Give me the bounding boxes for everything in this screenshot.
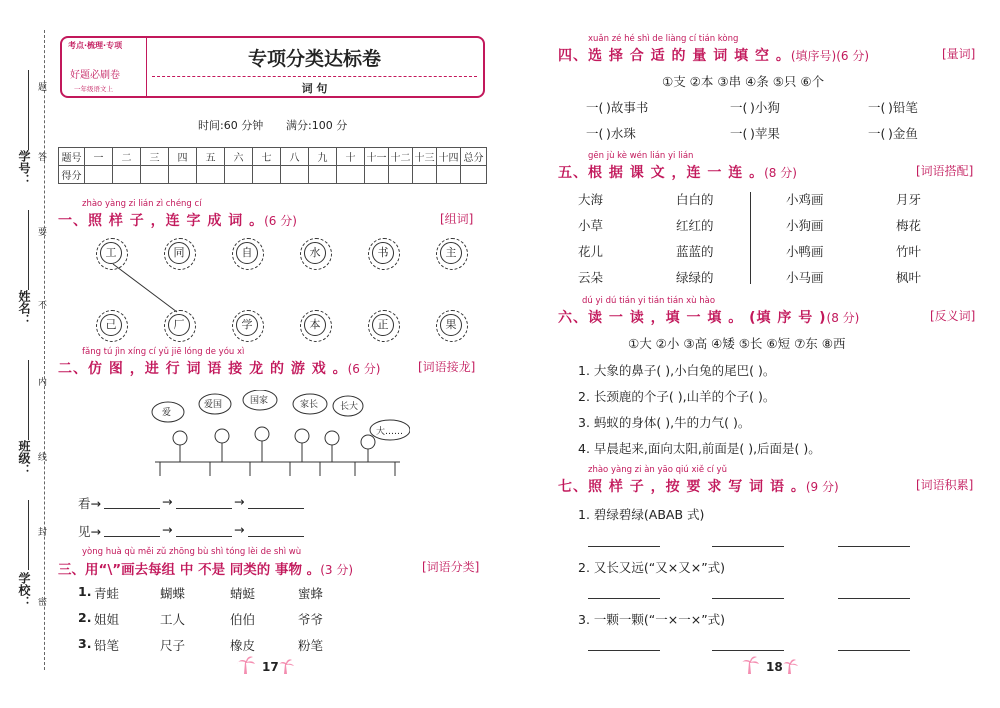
- s5-word[interactable]: 小鸭画: [786, 244, 824, 259]
- exam-time: 时间:60 分钟: [198, 119, 264, 132]
- score-cell[interactable]: [309, 166, 337, 184]
- name-line: [28, 210, 29, 290]
- student-no-line: [28, 70, 29, 150]
- label-class: 班级：: [17, 440, 31, 476]
- s5-word[interactable]: 小草: [578, 218, 604, 233]
- answer-line[interactable]: [588, 546, 660, 547]
- char-tile-top: 自: [236, 242, 258, 264]
- s7-item: 1. 碧绿碧绿(ABAB 式): [578, 507, 705, 522]
- char-tile-bottom: 己: [100, 314, 122, 336]
- s5-word[interactable]: 梅花: [896, 218, 922, 233]
- answer-line[interactable]: [838, 650, 910, 651]
- score-cell[interactable]: [461, 166, 487, 184]
- s3-word[interactable]: 伯伯: [230, 612, 256, 627]
- header-box: [60, 36, 485, 98]
- chain-blank[interactable]: [248, 536, 304, 537]
- bubble-word: 家长: [300, 400, 319, 410]
- seal-char: 要: [38, 228, 48, 238]
- score-header-cell: 七: [253, 148, 281, 166]
- s3-word[interactable]: 青蛙: [94, 586, 120, 601]
- score-header-cell: 四: [169, 148, 197, 166]
- class-line: [28, 360, 29, 440]
- s5-pinyin: gēn jù kè wén lián yi lián: [588, 151, 694, 161]
- seal-char: 答: [38, 153, 48, 163]
- s3-word[interactable]: 橡皮: [230, 638, 256, 653]
- s4-prefix: 一(: [586, 126, 604, 141]
- s5-word[interactable]: 蓝蓝的: [676, 244, 714, 259]
- chain-arrow: →: [234, 522, 245, 537]
- s4-blank[interactable]: )金鱼: [888, 126, 918, 141]
- seal-char: 内: [38, 378, 48, 388]
- bubble-word: 大……: [376, 427, 404, 437]
- score-cell[interactable]: [85, 166, 113, 184]
- label-name: 姓名：: [17, 290, 31, 326]
- s4-title: 四、选 择 合 适 的 量 词 填 空 。(填序号)(6 分): [558, 48, 870, 64]
- page-number-left: 17: [262, 660, 279, 674]
- seal-char: 题: [38, 83, 48, 93]
- s5-word[interactable]: 云朵: [578, 270, 604, 285]
- s2-title: 二、仿 图 ，进 行 词 语 接 龙 的 游 戏 。(6 分): [58, 361, 381, 377]
- char-tile-top: 主: [440, 242, 462, 264]
- s6-tag: [反义词]: [930, 309, 976, 323]
- s3-word[interactable]: 蜻蜓: [230, 586, 256, 601]
- s3-word[interactable]: 铅笔: [94, 638, 120, 653]
- s3-title: 三、用“\”画去每组 中 不是 同类的 事物 。(3 分): [58, 562, 354, 578]
- answer-line[interactable]: [712, 546, 784, 547]
- score-cell[interactable]: [413, 166, 437, 184]
- answer-line[interactable]: [712, 650, 784, 651]
- s4-options: ①支 ②本 ③串 ④条 ⑤只 ⑥个: [662, 74, 825, 89]
- s3-row-num: 1.: [78, 584, 92, 599]
- char-tile-bottom: 学: [236, 314, 258, 336]
- s4-blank[interactable]: )故事书: [606, 100, 649, 115]
- score-cell[interactable]: [253, 166, 281, 184]
- s5-word[interactable]: 花儿: [578, 244, 604, 259]
- header-tagline: 考点·梳理·专项: [68, 41, 123, 50]
- score-cell[interactable]: [225, 166, 253, 184]
- seal-char: 封: [38, 528, 48, 538]
- char-tile-top: 水: [304, 242, 326, 264]
- s1-title: 一、照 样 子 ，连 字 成 词 。(6 分): [58, 213, 297, 229]
- s5-divider: [750, 192, 751, 284]
- s4-blank[interactable]: )小狗: [750, 100, 780, 115]
- s7-pinyin: zhào yàng zi àn yāo qiú xiě cí yǔ: [588, 465, 727, 475]
- score-header-cell: 十: [337, 148, 365, 166]
- school-line: [28, 500, 29, 570]
- page-subtitle: 词 句: [301, 82, 328, 95]
- s3-row-num: 2.: [78, 610, 92, 625]
- s5-title: 五、根 据 课 文 ，连 一 连 。(8 分): [558, 165, 797, 181]
- s2-pinyin: fǎng tú jìn xíng cí yǔ jiē lóng de yóu xì: [82, 347, 245, 357]
- s7-item: 2. 又长又远(“又×又×”式): [578, 560, 726, 575]
- char-tile-bottom: 本: [304, 314, 326, 336]
- s5-word[interactable]: 大海: [578, 192, 604, 207]
- score-cell[interactable]: [197, 166, 225, 184]
- s5-tag: [词语搭配]: [916, 164, 974, 178]
- score-header-cell: 一: [85, 148, 113, 166]
- score-header-cell: 十三: [413, 148, 437, 166]
- score-cell[interactable]: [337, 166, 365, 184]
- chain-blank[interactable]: [176, 508, 232, 509]
- page-title: 专项分类达标卷: [247, 48, 381, 70]
- chain-blank[interactable]: [176, 536, 232, 537]
- score-cell[interactable]: [169, 166, 197, 184]
- score-cell[interactable]: [141, 166, 169, 184]
- seal-char: 线: [38, 453, 48, 463]
- score-cell[interactable]: [365, 166, 389, 184]
- score-header-cell: 十一: [365, 148, 389, 166]
- s5-word[interactable]: 月牙: [896, 192, 922, 207]
- s4-prefix: 一(: [868, 126, 886, 141]
- s1-tag: [组词]: [440, 212, 474, 226]
- chain-start-2: 见→: [78, 524, 101, 539]
- s3-word[interactable]: 蜜蜂: [298, 586, 324, 601]
- s3-row-num: 3.: [78, 636, 92, 651]
- s5-word[interactable]: 小马画: [786, 270, 824, 285]
- char-tile-bottom: 正: [372, 314, 394, 336]
- chain-start-1: 看→: [78, 496, 101, 511]
- s3-word[interactable]: 蝴蝶: [160, 586, 186, 601]
- s3-word[interactable]: 尺子: [160, 638, 186, 653]
- s2-tag: [词语接龙]: [418, 360, 476, 374]
- exam-score-total: 满分:100 分: [286, 119, 348, 132]
- chain-blank[interactable]: [104, 508, 160, 509]
- score-cell[interactable]: [281, 166, 309, 184]
- bubble-word: 爱国: [204, 400, 223, 410]
- page-number-right: 18: [766, 660, 783, 674]
- s7-item: 3. 一颗一颗(“一×一×”式): [578, 612, 726, 627]
- score-header-cell: 总分: [461, 148, 487, 166]
- s6-item[interactable]: 1. 大象的鼻子( ),小白兔的尾巴( )。: [578, 363, 776, 378]
- score-cell[interactable]: [389, 166, 413, 184]
- s6-title: 六、读 一 读 ，填 一 填 。 (填 序 号 )(8 分): [558, 310, 860, 326]
- s3-pinyin: yòng huà qù měi zǔ zhōng bù shì tóng lèi de shì wù: [82, 547, 302, 557]
- chain-arrow: →: [162, 494, 173, 509]
- score-header-cell: 二: [113, 148, 141, 166]
- s6-item[interactable]: 3. 蚂蚁的身体( ),牛的力气( )。: [578, 415, 751, 430]
- s3-word[interactable]: 粉笔: [298, 638, 324, 653]
- s5-word[interactable]: 红红的: [676, 218, 714, 233]
- s4-blank[interactable]: )水珠: [606, 126, 636, 141]
- s7-title: 七、照 样 子 ，按 要 求 写 词 语 。(9 分): [558, 479, 839, 495]
- s6-item[interactable]: 2. 长颈鹿的个子( ),山羊的个子( )。: [578, 389, 776, 404]
- seal-char: 密: [38, 598, 48, 608]
- s5-word[interactable]: 小狗画: [786, 218, 824, 233]
- score-header-cell: 九: [309, 148, 337, 166]
- s6-item[interactable]: 4. 早晨起来,面向太阳,前面是( ),后面是( )。: [578, 441, 821, 456]
- answer-line[interactable]: [588, 650, 660, 651]
- score-cell[interactable]: [113, 166, 141, 184]
- s5-word[interactable]: 小鸡画: [786, 192, 824, 207]
- answer-line[interactable]: [588, 598, 660, 599]
- s4-prefix: 一(: [730, 100, 748, 115]
- score-row-label: 得分: [59, 166, 85, 184]
- s7-tag: [词语积累]: [916, 478, 974, 492]
- score-header-cell: 十四: [437, 148, 461, 166]
- s4-tag: [量词]: [942, 47, 976, 61]
- seal-char: 不: [38, 301, 48, 311]
- s4-blank[interactable]: )铅笔: [888, 100, 918, 115]
- bubble-word: 国家: [250, 396, 269, 406]
- chain-blank[interactable]: [248, 508, 304, 509]
- chain-arrow: →: [234, 494, 245, 509]
- char-tile-top: 同: [168, 242, 190, 264]
- score-header-cell: 三: [141, 148, 169, 166]
- bubble-word: 长大: [340, 402, 359, 412]
- header-rule: [152, 76, 477, 77]
- s3-tag: [词语分类]: [422, 560, 480, 574]
- binding-line: [44, 30, 45, 670]
- s5-word[interactable]: 白白的: [676, 192, 714, 207]
- score-table: [58, 147, 487, 184]
- s4-prefix: 一(: [730, 126, 748, 141]
- s6-pinyin: dú yi dú tián yi tián tián xù hào: [582, 296, 716, 306]
- s3-word[interactable]: 爷爷: [298, 612, 324, 627]
- header-grade: 一年级语文上: [74, 85, 113, 93]
- bubble-word: 爱: [162, 408, 172, 418]
- label-student-no: 学号：: [17, 150, 31, 186]
- char-tile-top: 工: [100, 242, 122, 264]
- answer-line[interactable]: [712, 598, 784, 599]
- s4-prefix: 一(: [868, 100, 886, 115]
- chain-blank[interactable]: [104, 536, 160, 537]
- score-header-cell: 五: [197, 148, 225, 166]
- score-header-cell: 六: [225, 148, 253, 166]
- score-header-cell: 十二: [389, 148, 413, 166]
- chain-arrow: →: [162, 522, 173, 537]
- s4-blank[interactable]: )苹果: [750, 126, 780, 141]
- header-brand: 好题必刷卷: [70, 70, 120, 81]
- s1-pinyin: zhào yàng zi lián zì chéng cí: [82, 199, 202, 209]
- answer-line[interactable]: [838, 598, 910, 599]
- char-tile-top: 书: [372, 242, 394, 264]
- s6-options: ①大 ②小 ③高 ④矮 ⑤长 ⑥短 ⑦东 ⑧西: [628, 336, 846, 351]
- score-cell[interactable]: [437, 166, 461, 184]
- s3-word[interactable]: 姐姐: [94, 612, 120, 627]
- answer-line[interactable]: [838, 546, 910, 547]
- s5-word[interactable]: 绿绿的: [676, 270, 714, 285]
- children-illustration: [150, 390, 410, 480]
- score-header-cell: 八: [281, 148, 309, 166]
- s4-prefix: 一(: [586, 100, 604, 115]
- s5-word[interactable]: 竹叶: [896, 244, 922, 259]
- s3-word[interactable]: 工人: [160, 612, 186, 627]
- char-tile-bottom: 厂: [168, 314, 190, 336]
- label-school: 学校：: [17, 572, 31, 608]
- score-header-cell: 题号: [59, 148, 85, 166]
- s5-word[interactable]: 枫叶: [896, 270, 922, 285]
- char-tile-bottom: 果: [440, 314, 462, 336]
- s4-pinyin: xuǎn zé hé shì de liàng cí tián kòng: [588, 34, 739, 44]
